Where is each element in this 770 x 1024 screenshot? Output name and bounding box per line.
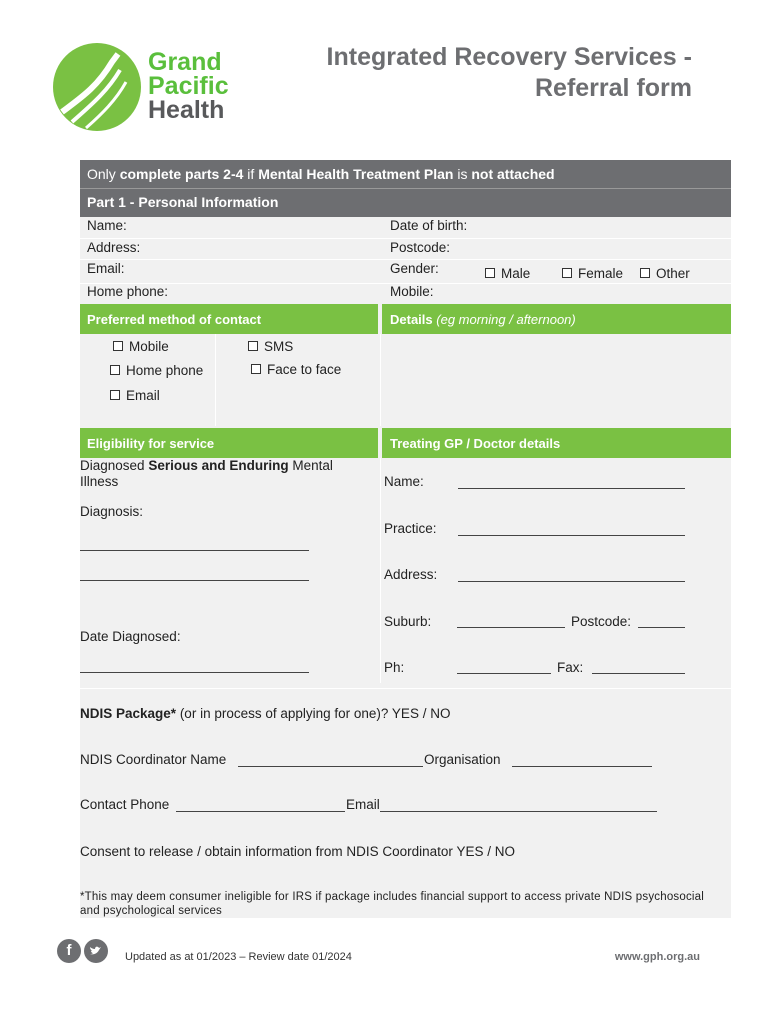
page-title <box>327 42 692 104</box>
title-line-1: Integrated Recovery Services - <box>326 43 692 71</box>
details-hint: (eg morning / afternoon) <box>436 312 576 327</box>
notice-bar: Only complete parts 2-4 if Mental Health Treatment Plan is not attached <box>80 160 731 188</box>
gp-postcode-label: Postcode: <box>571 614 632 629</box>
referral-form <box>80 160 731 918</box>
gp-fax-line[interactable] <box>592 673 685 674</box>
checkbox-icon[interactable] <box>485 268 495 278</box>
gp-ph-label: Ph: <box>384 660 405 675</box>
contact-heading: Preferred method of contact <box>87 312 262 327</box>
gp-postcode-line[interactable] <box>638 627 685 628</box>
home-phone-label: Home phone: <box>87 284 169 299</box>
gp-ph-line[interactable] <box>457 673 551 674</box>
contact-mobile-option[interactable]: Mobile <box>113 339 169 354</box>
checkbox-icon[interactable] <box>113 341 123 351</box>
gp-fax-label: Fax: <box>557 660 584 675</box>
gp-heading: Treating GP / Doctor details <box>390 436 561 451</box>
eligibility-heading: Eligibility for service <box>87 436 215 451</box>
checkbox-icon[interactable] <box>110 365 120 375</box>
checkbox-icon[interactable] <box>640 268 650 278</box>
footer-updated: Updated as at 01/2023 – Review date 01/2024 <box>125 951 352 963</box>
checkbox-icon[interactable] <box>562 268 572 278</box>
part1-heading-bar <box>80 188 731 217</box>
checkbox-icon[interactable] <box>110 390 120 400</box>
eligibility-heading-bar <box>80 428 378 458</box>
gp-name-label: Name: <box>384 474 424 489</box>
gender-label: Gender: <box>390 261 439 276</box>
date-diagnosed-line[interactable] <box>80 672 309 673</box>
contact-face-to-face-option[interactable]: Face to face <box>251 362 341 377</box>
ndis-consent: Consent to release / obtain information from NDIS Coordinator YES / NO <box>80 844 515 859</box>
gp-practice-line[interactable] <box>458 535 685 536</box>
dob-label: Date of birth: <box>390 218 468 233</box>
contact-email-option[interactable]: Email <box>110 388 160 403</box>
facebook-icon[interactable]: f <box>57 939 81 963</box>
ndis-package-question: NDIS Package* (or in process of applying for one)? YES / NO <box>80 706 451 721</box>
logo-wordmark: Grand Pacific Health <box>148 48 229 124</box>
gender-other-option[interactable]: Other <box>640 266 690 281</box>
ndis-contact-phone-line[interactable] <box>176 811 345 812</box>
footer-website[interactable]: www.gph.org.au <box>614 951 700 963</box>
ndis-coordinator-label: NDIS Coordinator Name <box>80 752 227 767</box>
ndis-footnote: *This may deem consumer ineligible for IRS if package includes financial support to access private NDIS psychosocial and psychological services <box>80 891 705 917</box>
gp-address-label: Address: <box>384 567 438 582</box>
ndis-contact-phone-label: Contact Phone <box>80 797 170 812</box>
postcode-label: Postcode: <box>390 240 451 255</box>
ndis-email-label: Email <box>346 797 380 812</box>
contact-sms-option[interactable]: SMS <box>248 339 293 354</box>
checkbox-icon[interactable] <box>248 341 258 351</box>
email-label: Email: <box>87 261 125 276</box>
gp-suburb-line[interactable] <box>457 627 565 628</box>
contact-heading-bar <box>80 304 378 334</box>
name-label: Name: <box>87 218 127 233</box>
gp-address-line[interactable] <box>458 581 685 582</box>
twitter-icon[interactable] <box>84 939 108 963</box>
ndis-coordinator-line[interactable] <box>238 766 423 767</box>
diagnosed-smi-label: Diagnosed Serious and Enduring Mental Illness <box>80 458 333 489</box>
title-line-2: Referral form <box>535 74 692 102</box>
logo-mark <box>52 42 142 132</box>
checkbox-icon[interactable] <box>251 364 261 374</box>
gp-name-line[interactable] <box>458 488 685 489</box>
gp-suburb-label: Suburb: <box>384 614 432 629</box>
details-heading: Details <box>390 312 433 327</box>
date-diagnosed-label: Date Diagnosed: <box>80 629 181 644</box>
address-label: Address: <box>87 240 141 255</box>
details-heading-bar <box>382 304 731 334</box>
diagnosis-label: Diagnosis: <box>80 504 144 519</box>
ndis-organisation-label: Organisation <box>424 752 501 767</box>
contact-home-phone-option[interactable]: Home phone <box>110 363 203 378</box>
ndis-email-line[interactable] <box>380 811 657 812</box>
gp-heading-bar <box>382 428 731 458</box>
diagnosis-line-1[interactable] <box>80 550 309 551</box>
mobile-label: Mobile: <box>390 284 434 299</box>
part1-heading: Part 1 - Personal Information <box>87 194 279 210</box>
gp-practice-label: Practice: <box>384 521 437 536</box>
gender-female-option[interactable]: Female <box>562 266 623 281</box>
ndis-organisation-line[interactable] <box>512 766 652 767</box>
diagnosis-line-2[interactable] <box>80 580 309 581</box>
gender-male-option[interactable]: Male <box>485 266 530 281</box>
